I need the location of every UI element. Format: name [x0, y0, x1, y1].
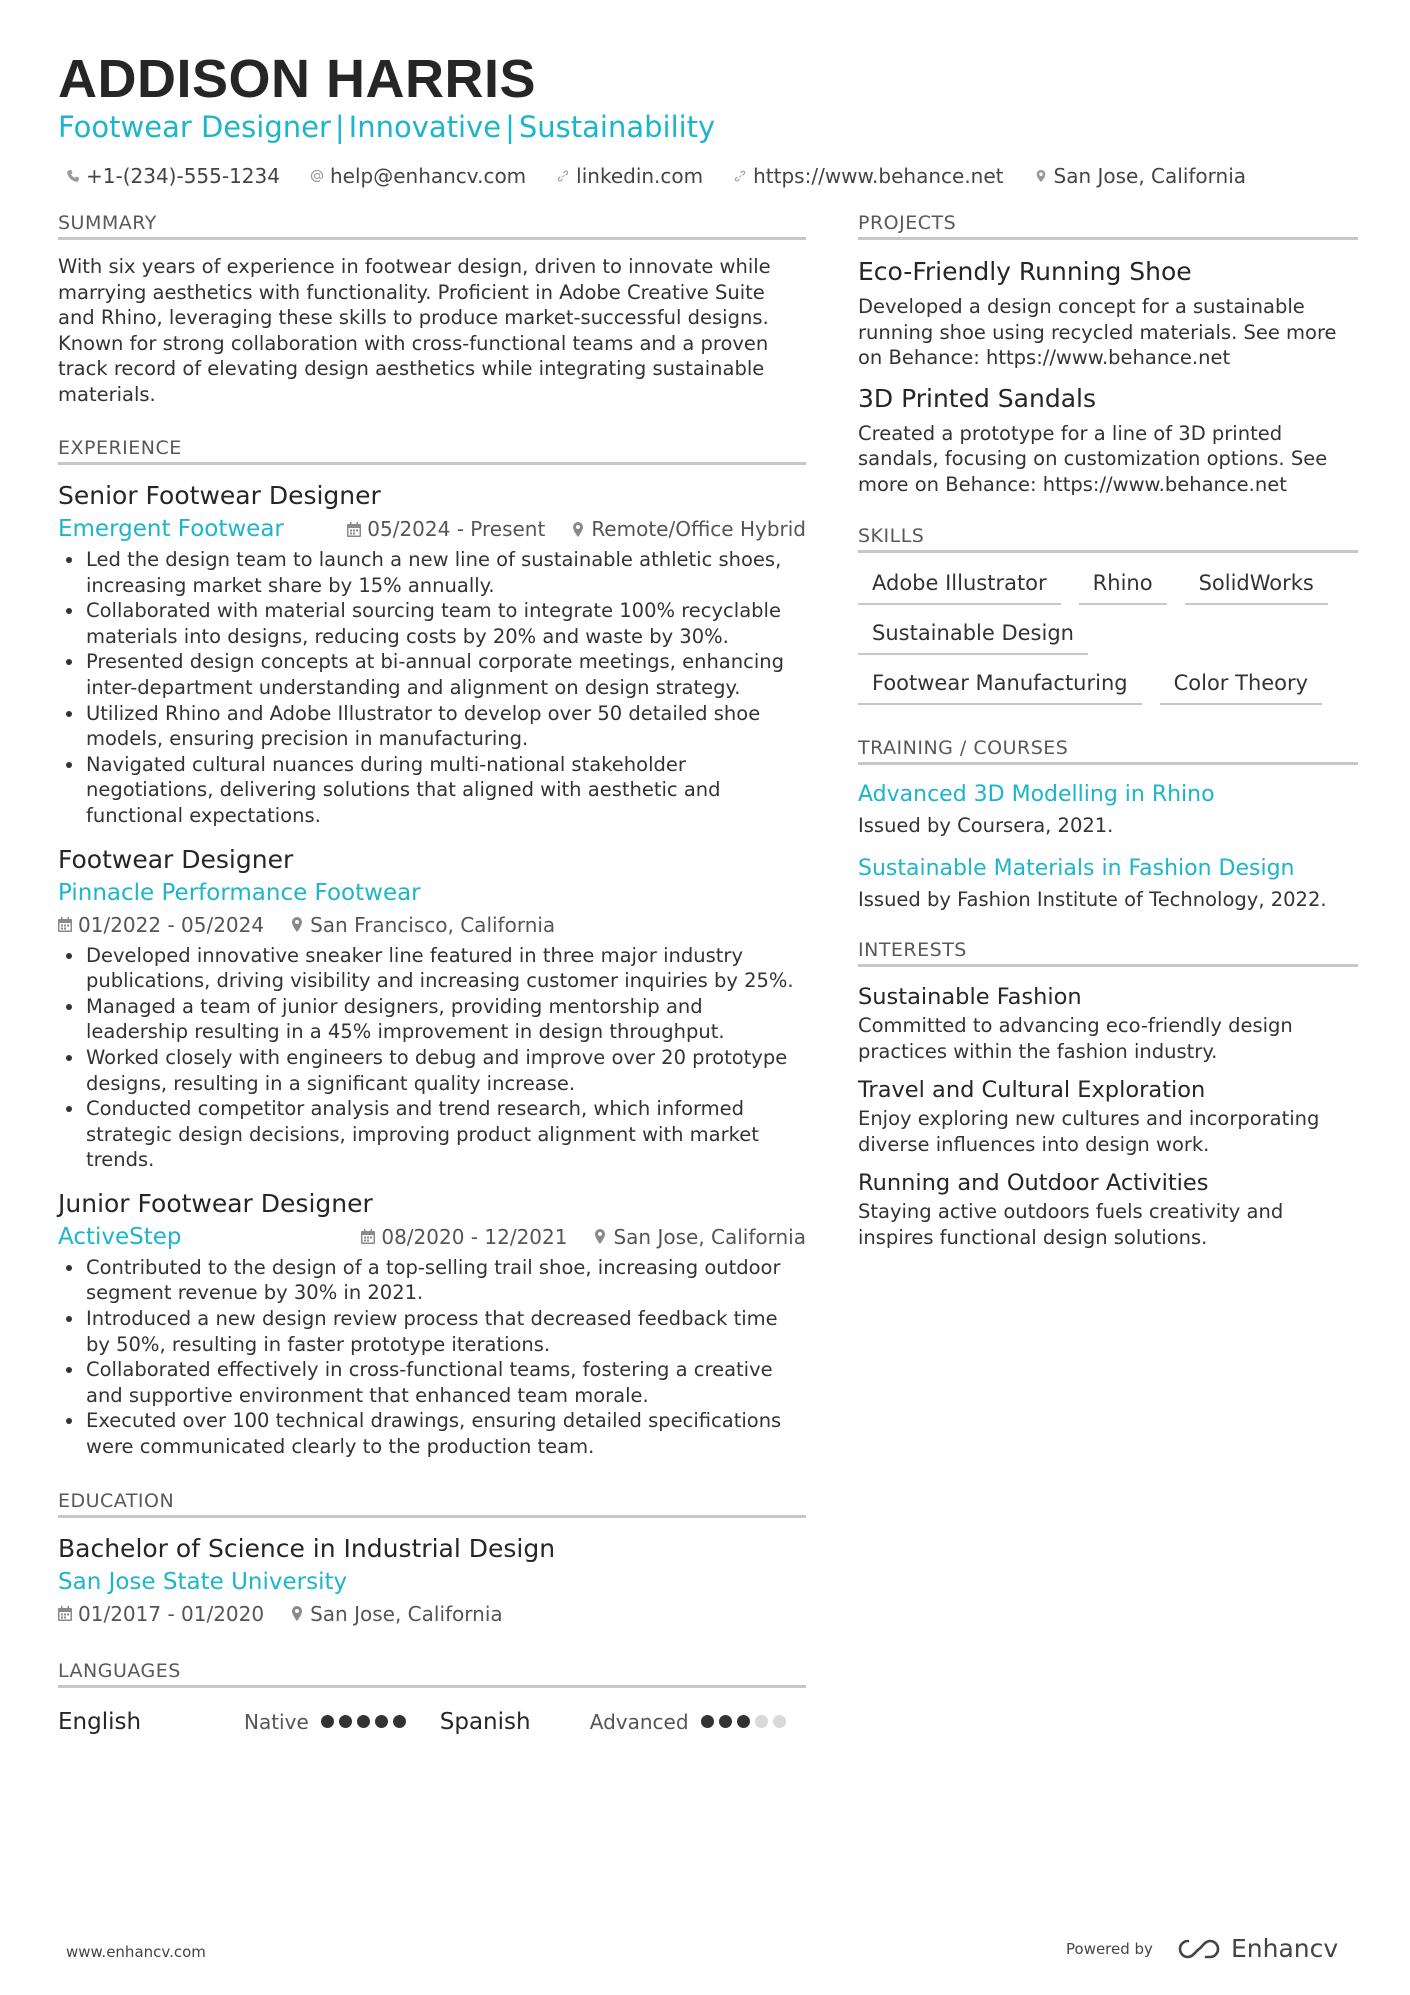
at-icon [310, 169, 324, 183]
skill-tag: Footwear Manufacturing [858, 667, 1142, 705]
experience-item [58, 843, 806, 1173]
right-column [858, 212, 1358, 1260]
headline-role: Footwear Designer [58, 110, 331, 144]
link-icon [733, 169, 747, 183]
bullet: Navigated cultural nuances during multi-national stakeholder negotiations, delivering solutions that aligned with aesthetic and functional expectations. [58, 752, 806, 829]
interest-description: Staying active outdoors fuels creativity and inspires functional design solutions. [858, 1200, 1284, 1249]
skill-tag: SolidWorks [1185, 567, 1328, 605]
course-item [858, 853, 1358, 915]
course-issuer: Issued by Coursera, 2021. [858, 814, 1114, 837]
course-title: Sustainable Materials in Fashion Design [858, 856, 1295, 881]
course-issuer: Issued by Fashion Institute of Technology, 2022. [858, 888, 1327, 911]
education-location [290, 1598, 503, 1630]
job-location [593, 1221, 806, 1253]
education-dates [58, 1598, 264, 1630]
location-pin-icon [290, 917, 304, 932]
candidate-name: ADDISON HARRIS [58, 49, 537, 109]
bullet: Collaborated with material sourcing team to integrate 100% recyclable materials into designs, reducing costs by 20% and waste by 30%. [58, 598, 806, 649]
bullet: Utilized Rhino and Adobe Illustrator to develop over 50 detailed shoe models, ensuring precision in manufacturing. [58, 701, 806, 752]
experience-item [58, 1187, 806, 1460]
linkedin-url: linkedin.com [576, 164, 704, 188]
rating-dot-filled [375, 1715, 388, 1728]
contact-bar [66, 164, 1246, 188]
rating-dot-empty [773, 1715, 786, 1728]
location-pin-icon [571, 522, 585, 537]
school-name: San Jose State University [58, 1568, 348, 1595]
phone-icon [66, 169, 80, 183]
headline-separator: | [334, 110, 345, 144]
rating-dot-filled [393, 1715, 406, 1728]
job-meta-details [58, 909, 806, 941]
education-meta [58, 1598, 806, 1630]
bullet: Worked closely with engineers to debug and improve over 20 prototype designs, resulting in a significant quality increase. [58, 1045, 806, 1096]
job-title: Footwear Designer [58, 844, 294, 874]
skill-tag: Color Theory [1160, 667, 1322, 705]
training-heading: TRAINING / COURSES [858, 737, 1358, 765]
project-title: Eco-Friendly Running Shoe [858, 257, 1192, 286]
job-dates [347, 513, 545, 545]
skill-tag: Rhino [1079, 567, 1167, 605]
job-dates-text: 05/2024 - Present [367, 517, 546, 541]
job-location-text: Remote/Office Hybrid [591, 517, 806, 541]
job-dates [58, 909, 264, 941]
school-row [58, 1566, 806, 1598]
job-location-text: San Francisco, California [310, 912, 556, 937]
language-level: Advanced [589, 1709, 689, 1734]
language-name: English [58, 1708, 142, 1735]
interest-title: Running and Outdoor Activities [858, 1170, 1209, 1196]
footer-branding [1066, 1934, 1338, 1963]
skills-list [858, 567, 1358, 705]
interests-heading: INTERESTS [858, 939, 1358, 967]
interest-item [858, 1167, 1358, 1250]
location-pin-icon [1034, 169, 1048, 183]
job-location-text: San Jose, California [613, 1224, 806, 1249]
bullet: Introduced a new design review process that decreased feedback time by 50%, resulting in faster prototype iterations. [58, 1306, 806, 1357]
job-title: Senior Footwear Designer [58, 481, 381, 510]
languages-heading: LANGUAGES [58, 1660, 806, 1688]
skill-tag: Adobe Illustrator [858, 567, 1061, 605]
languages-list [58, 1702, 806, 1742]
education-dates-text: 01/2017 - 01/2020 [78, 1601, 265, 1626]
calendar-icon [58, 1606, 72, 1621]
enhancv-logo-icon [1177, 1938, 1221, 1960]
interest-title: Travel and Cultural Exploration [858, 1077, 1206, 1103]
bullet: Conducted competitor analysis and trend research, which informed strategic design decisions, improving product alignment with market trends. [58, 1096, 806, 1173]
skills-heading: SKILLS [858, 525, 1358, 553]
bullet: Developed innovative sneaker line featured in three major industry publications, driving visibility and increasing customer inquiries by 25%. [58, 943, 806, 994]
headline [58, 110, 715, 144]
course-title: Advanced 3D Modelling in Rhino [858, 782, 1215, 807]
projects-heading: PROJECTS [858, 212, 1358, 240]
summary-heading: SUMMARY [58, 212, 806, 240]
language-name: Spanish [439, 1708, 531, 1735]
job-meta-details [347, 513, 806, 545]
interest-description: Committed to advancing eco-friendly design practices within the fashion industry. [858, 1014, 1293, 1063]
job-dates-text: 01/2022 - 05/2024 [78, 912, 265, 937]
company-name: Emergent Footwear [58, 516, 284, 542]
company-name: ActiveStep [58, 1223, 182, 1250]
education-location-text: San Jose, California [310, 1601, 503, 1626]
interest-item [858, 1074, 1358, 1157]
rating-dot-filled [357, 1715, 370, 1728]
job-meta [58, 513, 806, 545]
footer-website[interactable]: www.enhancv.com [66, 1943, 206, 1961]
job-meta [58, 877, 806, 909]
contact-location [1034, 164, 1247, 188]
education-item [58, 1532, 806, 1630]
interest-title: Sustainable Fashion [858, 984, 1082, 1010]
calendar-icon [347, 522, 361, 537]
location-pin-icon [290, 1606, 304, 1621]
brand-name: Enhancv [1230, 1934, 1339, 1963]
enhancv-logo[interactable] [1177, 1934, 1338, 1963]
phone-number: +1-(234)-555-1234 [86, 164, 280, 188]
interest-item [858, 981, 1358, 1064]
language-level: Native [244, 1709, 309, 1734]
rating-dot-filled [321, 1715, 334, 1728]
course-item [858, 779, 1358, 841]
summary-text: With six years of experience in footwear design, driven to innovate while marrying aesthetics with functionality. Proficient in Adobe Creative Suite and Rhino, leveraging these skills to produce market-successful designs. Known for strong collaboration with cross-functional teams and a proven track record of elevating design aesthetics while integrating sustainable materials. [58, 255, 771, 406]
rating-dot-empty [755, 1715, 768, 1728]
project-item [858, 254, 1358, 371]
language-rating [701, 1715, 786, 1728]
bullet: Managed a team of junior designers, providing mentorship and leadership resulting in a 45% improvement in design throughput. [58, 994, 806, 1045]
bullet: Led the design team to launch a new line of sustainable athletic shoes, increasing market share by 15% annually. [58, 547, 806, 598]
job-meta-details [361, 1221, 806, 1253]
contact-email[interactable] [310, 164, 526, 188]
job-location [571, 513, 806, 545]
left-column [58, 212, 806, 1742]
degree: Bachelor of Science in Industrial Design [58, 1533, 556, 1563]
location-text: San Jose, California [1053, 164, 1247, 188]
job-location [290, 909, 555, 941]
project-description: Developed a design concept for a sustainable running shoe using recycled materials. See more on Behance: https://www.behance.net [858, 295, 1337, 369]
bullet: Presented design concepts at bi-annual corporate meetings, enhancing inter-department understanding and alignment on design strategy. [58, 649, 806, 700]
job-bullets [58, 1255, 806, 1460]
rating-dot-filled [737, 1715, 750, 1728]
job-bullets [58, 943, 806, 1173]
rating-dot-filled [339, 1715, 352, 1728]
calendar-icon [58, 917, 72, 932]
headline-focus: Sustainability [518, 110, 716, 144]
job-dates [361, 1221, 567, 1253]
skill-tag: Sustainable Design [858, 617, 1088, 655]
language-rating [321, 1715, 406, 1728]
contact-website[interactable] [733, 164, 1003, 188]
interest-description: Enjoy exploring new cultures and incorporating diverse influences into design work. [858, 1107, 1320, 1156]
location-pin-icon [593, 1229, 607, 1244]
bullet: Collaborated effectively in cross-functional teams, fostering a creative and supportive environment that enhanced team morale. [58, 1357, 806, 1408]
website-url: https://www.behance.net [753, 164, 1004, 188]
project-title: 3D Printed Sandals [858, 383, 1097, 413]
rating-dot-filled [719, 1715, 732, 1728]
rating-dot-filled [701, 1715, 714, 1728]
contact-phone[interactable] [66, 164, 280, 188]
job-title: Junior Footwear Designer [58, 1188, 373, 1218]
headline-trait: Innovative [348, 110, 502, 144]
job-dates-text: 08/2020 - 12/2021 [381, 1224, 568, 1249]
calendar-icon [361, 1229, 375, 1244]
job-bullets [58, 547, 806, 829]
bullet: Executed over 100 technical drawings, ensuring detailed specifications were communicated clearly to the production team. [58, 1408, 806, 1459]
powered-by-label: Powered by [1066, 1939, 1153, 1958]
project-item [858, 381, 1358, 498]
experience-heading: EXPERIENCE [58, 437, 806, 465]
headline-separator: | [505, 110, 515, 144]
project-description: Created a prototype for a line of 3D printed sandals, focusing on customization options. See more on Behance: https://www.behance.net [858, 421, 1328, 496]
contact-linkedin[interactable] [556, 164, 703, 188]
bullet: Contributed to the design of a top-selling trail shoe, increasing outdoor segment revenue by 30% in 2021. [58, 1255, 806, 1306]
company-name: Pinnacle Performance Footwear [58, 879, 421, 906]
job-meta [58, 1221, 806, 1253]
education-heading: EDUCATION [58, 1490, 806, 1518]
link-icon [556, 169, 570, 183]
email-address: help@enhancv.com [329, 164, 527, 188]
experience-item [58, 479, 806, 829]
